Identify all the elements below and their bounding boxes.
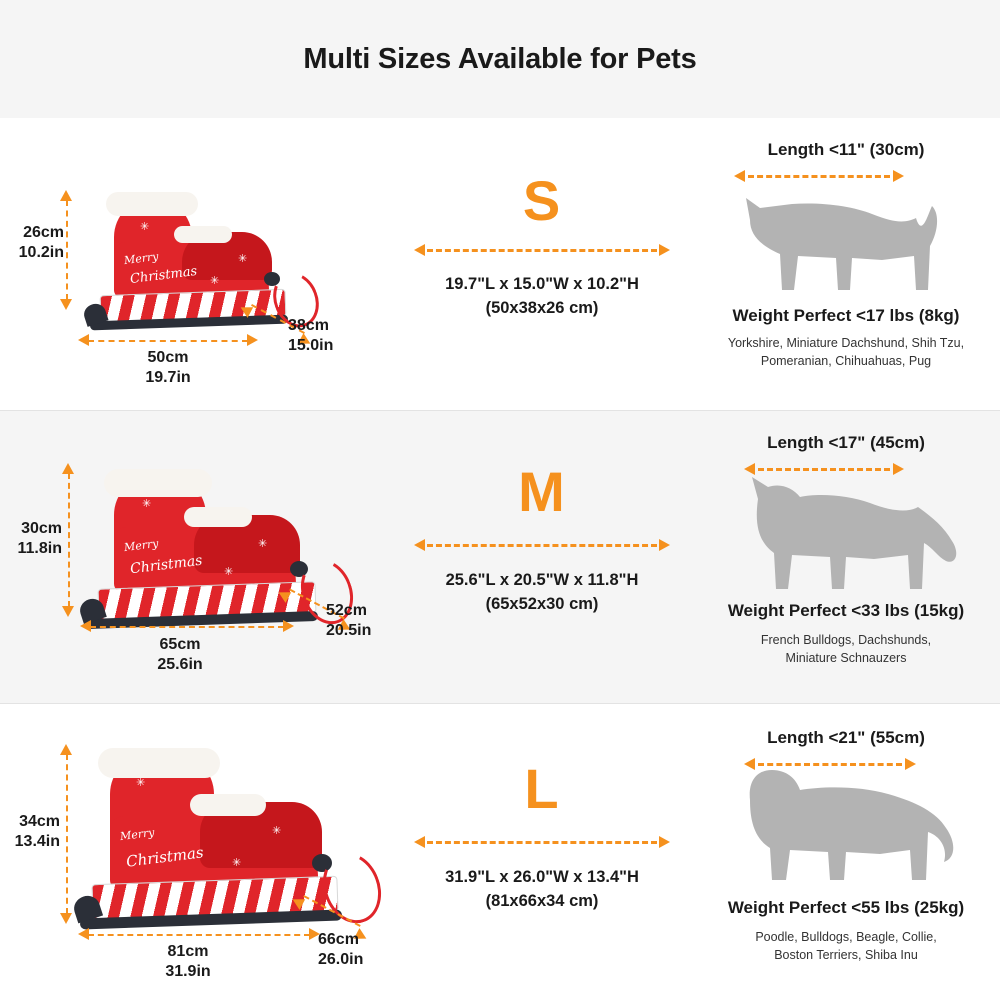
height-arrow-down-large <box>60 913 72 924</box>
snowflake-icon: ✳ <box>238 253 248 265</box>
sleigh-script-text-2: Christmas <box>129 552 204 578</box>
size-dimensions-line1-medium: 25.6"L x 20.5"W x 11.8"H <box>445 571 639 589</box>
dog-breeds-line2-medium: Miniature Schnauzers <box>785 651 907 665</box>
size-info-large <box>392 704 692 997</box>
width-label-cm-medium: 52cm <box>326 602 367 619</box>
size-dimensions-line1-small: 19.7"L x 15.0"W x 10.2"H <box>445 275 639 293</box>
dog-info-small <box>692 118 1000 411</box>
snowflake-icon: ✳ <box>272 825 282 837</box>
height-dim-line-small <box>66 200 68 300</box>
size-row-large <box>0 704 1000 997</box>
length-label-in-small: 19.7in <box>145 369 191 386</box>
length-label-cm-large: 81cm <box>167 943 209 960</box>
length-arrow-left-medium <box>80 620 91 632</box>
size-arrow-medium <box>392 533 692 557</box>
product-illustration-small <box>0 118 392 411</box>
width-label-in-medium: 20.5in <box>326 622 372 639</box>
sleigh-script-text: Merry <box>119 825 156 844</box>
height-label-in-large: 13.4in <box>14 833 60 850</box>
length-arrow-right-small <box>247 334 258 346</box>
dog-weight-small: Weight Perfect <17 lbs (8kg) <box>732 306 960 325</box>
page-title: Multi Sizes Available for Pets <box>303 42 697 75</box>
length-arrow-right-medium <box>283 620 294 632</box>
width-label-in-large: 26.0in <box>318 951 364 968</box>
dog-breeds-line2-large: Boston Terriers, Shiba Inu <box>774 948 918 962</box>
length-label-cm-small: 50cm <box>147 349 189 366</box>
dog-breeds-line2-small: Pomeranian, Chihuahuas, Pug <box>760 354 932 368</box>
dog-silhouette-large <box>720 762 968 898</box>
width-label-in-small: 15.0in <box>288 337 334 354</box>
size-row-medium <box>0 411 1000 704</box>
dog-length-medium: Length <17" (45cm) <box>767 433 925 452</box>
size-dimensions-line2-medium: (65x52x30 cm) <box>485 595 599 613</box>
dog-silhouette-medium <box>718 469 968 597</box>
height-dim-line-medium <box>68 473 70 607</box>
length-dim-line-small <box>88 340 248 342</box>
dog-length-large: Length <21" (55cm) <box>767 728 925 747</box>
size-dimensions-line2-large: (81x66x34 cm) <box>485 892 599 910</box>
dog-silhouette-small <box>732 180 962 298</box>
snowflake-icon: ✳ <box>224 566 234 578</box>
dog-weight-medium: Weight Perfect <33 lbs (15kg) <box>727 601 965 620</box>
dog-info-large <box>692 704 1000 997</box>
sleigh-script-text-2: Christmas <box>129 263 199 288</box>
dog-breeds-line1-medium: French Bulldogs, Dachshunds, <box>760 633 932 647</box>
height-label-cm-small: 26cm <box>23 224 64 241</box>
height-arrow-up-medium <box>62 463 74 474</box>
length-label-in-large: 31.9in <box>165 963 211 980</box>
dog-length-small: Length <11" (30cm) <box>767 140 925 159</box>
height-label-cm-medium: 30cm <box>21 520 62 537</box>
sleigh-script-text: Merry <box>123 536 160 555</box>
dog-breeds-line1-large: Poodle, Bulldogs, Beagle, Collie, <box>755 930 937 944</box>
snowflake-icon: ✳ <box>232 857 242 869</box>
size-info-small <box>392 118 692 411</box>
width-label-cm-large: 66cm <box>318 931 359 948</box>
size-letter-large: L <box>524 757 560 820</box>
size-arrow-small <box>392 238 692 262</box>
height-label-cm-large: 34cm <box>19 813 60 830</box>
dog-weight-large: Weight Perfect <55 lbs (25kg) <box>727 898 965 917</box>
length-label-cm-medium: 65cm <box>159 636 201 653</box>
height-dim-line-large <box>66 754 68 914</box>
length-label-in-medium: 25.6in <box>157 656 203 673</box>
sleigh-graphic-large <box>72 740 402 940</box>
height-arrow-up-small <box>60 190 72 201</box>
dog-breeds-line1-small: Yorkshire, Miniature Dachshund, Shih Tzu, <box>727 336 965 350</box>
sleigh-script-text-2: Christmas <box>125 843 205 871</box>
length-dim-line-large <box>88 934 310 936</box>
height-arrow-down-medium <box>62 606 74 617</box>
snowflake-icon: ✳ <box>136 777 146 789</box>
snowflake-icon: ✳ <box>142 498 152 510</box>
product-illustration-medium <box>0 411 392 704</box>
snowflake-icon: ✳ <box>140 221 150 233</box>
size-dimensions-line1-large: 31.9"L x 26.0"W x 13.4"H <box>445 868 639 886</box>
size-row-small <box>0 118 1000 411</box>
length-arrow-left-small <box>78 334 89 346</box>
page-header <box>0 0 1000 118</box>
width-label-cm-small: 38cm <box>288 317 329 334</box>
length-dim-line-medium <box>90 626 284 628</box>
dog-info-medium <box>692 411 1000 704</box>
size-arrow-large <box>392 830 692 854</box>
snowflake-icon: ✳ <box>210 275 220 287</box>
size-letter-small: S <box>522 169 562 232</box>
size-letter-medium: M <box>518 460 566 523</box>
size-dimensions-line2-small: (50x38x26 cm) <box>485 299 599 317</box>
height-label-in-medium: 11.8in <box>17 540 62 557</box>
height-label-in-small: 10.2in <box>18 244 64 261</box>
sleigh-script-text: Merry <box>123 249 160 268</box>
product-illustration-large <box>0 704 392 997</box>
length-arrow-left-large <box>78 928 89 940</box>
height-arrow-down-small <box>60 299 72 310</box>
size-info-medium <box>392 411 692 704</box>
height-arrow-up-large <box>60 744 72 755</box>
snowflake-icon: ✳ <box>258 538 268 550</box>
